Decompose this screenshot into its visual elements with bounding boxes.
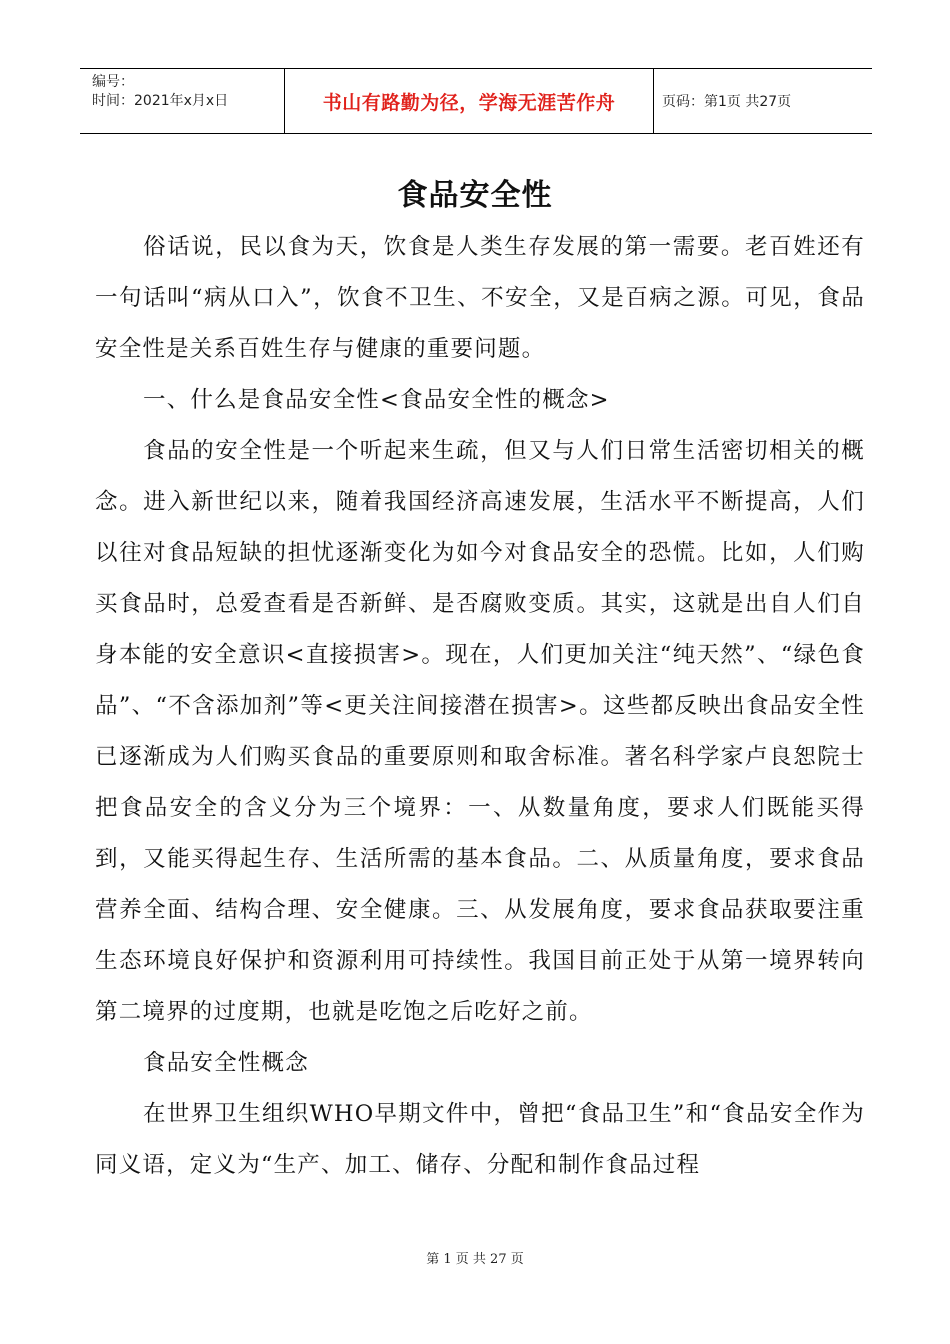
number-label: 编号： — [92, 74, 134, 90]
page-header — [80, 68, 872, 134]
header-page-info: 页码：第1页 共27页 — [662, 94, 792, 110]
document-title: 食品安全性 — [397, 178, 553, 213]
time-label: 时间：2021年x月x日 — [92, 93, 229, 109]
header-motto: 书山有路勤为径，学海无涯苦作舟 — [285, 69, 654, 133]
document-body — [95, 222, 865, 1191]
paragraph-intro: 俗话说，民以食为天，饮食是人类生存发展的第一需要。老百姓还有一句话叫“病从口入”，饮食不卫生、不安全，又是百病之源。可见，食品安全性是关系百姓生存与健康的重要问题。 — [95, 234, 865, 362]
subheading-concept: 食品安全性概念 — [143, 1050, 309, 1076]
header-left-cell — [80, 69, 285, 133]
paragraph-concept: 食品的安全性是一个听起来生疏，但又与人们日常生活密切相关的概念。进入新世纪以来，随着我国经济高速发展，生活水平不断提高，人们以往对食品短缺的担忧逐渐变化为如今对食品安全的恐慌。比如，人们购买食品时，总爱查看是否新鲜、是否腐败变质。其实，这就是出自人们自身本能的安全意识<直接损害>。现在，人们更加关注“纯天然”、“绿色食品”、“不含添加剂”等<更关注间接潜在损害>。这些都反映出食品安全性已逐渐成为人们购买食品的重要原则和取舍标准。著名科学家卢良恕院士把食品安全的含义分为三个境界：一、从数量角度，要求人们既能买得到，又能买得起生存、生活所需的基本食品。二、从质量角度，要求食品营养全面、结构合理、安全健康。三、从发展角度，要求食品获取要注重生态环境良好保护和资源利用可持续性。我国目前正处于从第一境界转向第二境界的过度期，也就是吃饱之后吃好之前。 — [95, 438, 865, 1025]
page-footer: 第 1 页 共 27 页 — [426, 1252, 524, 1267]
section-heading-1: 一、什么是食品安全性<食品安全性的概念> — [143, 387, 610, 413]
paragraph-who: 在世界卫生组织WHO早期文件中，曾把“食品卫生”和“食品安全作为同义语，定义为“生产、加工、储存、分配和制作食品过程 — [95, 1101, 865, 1178]
